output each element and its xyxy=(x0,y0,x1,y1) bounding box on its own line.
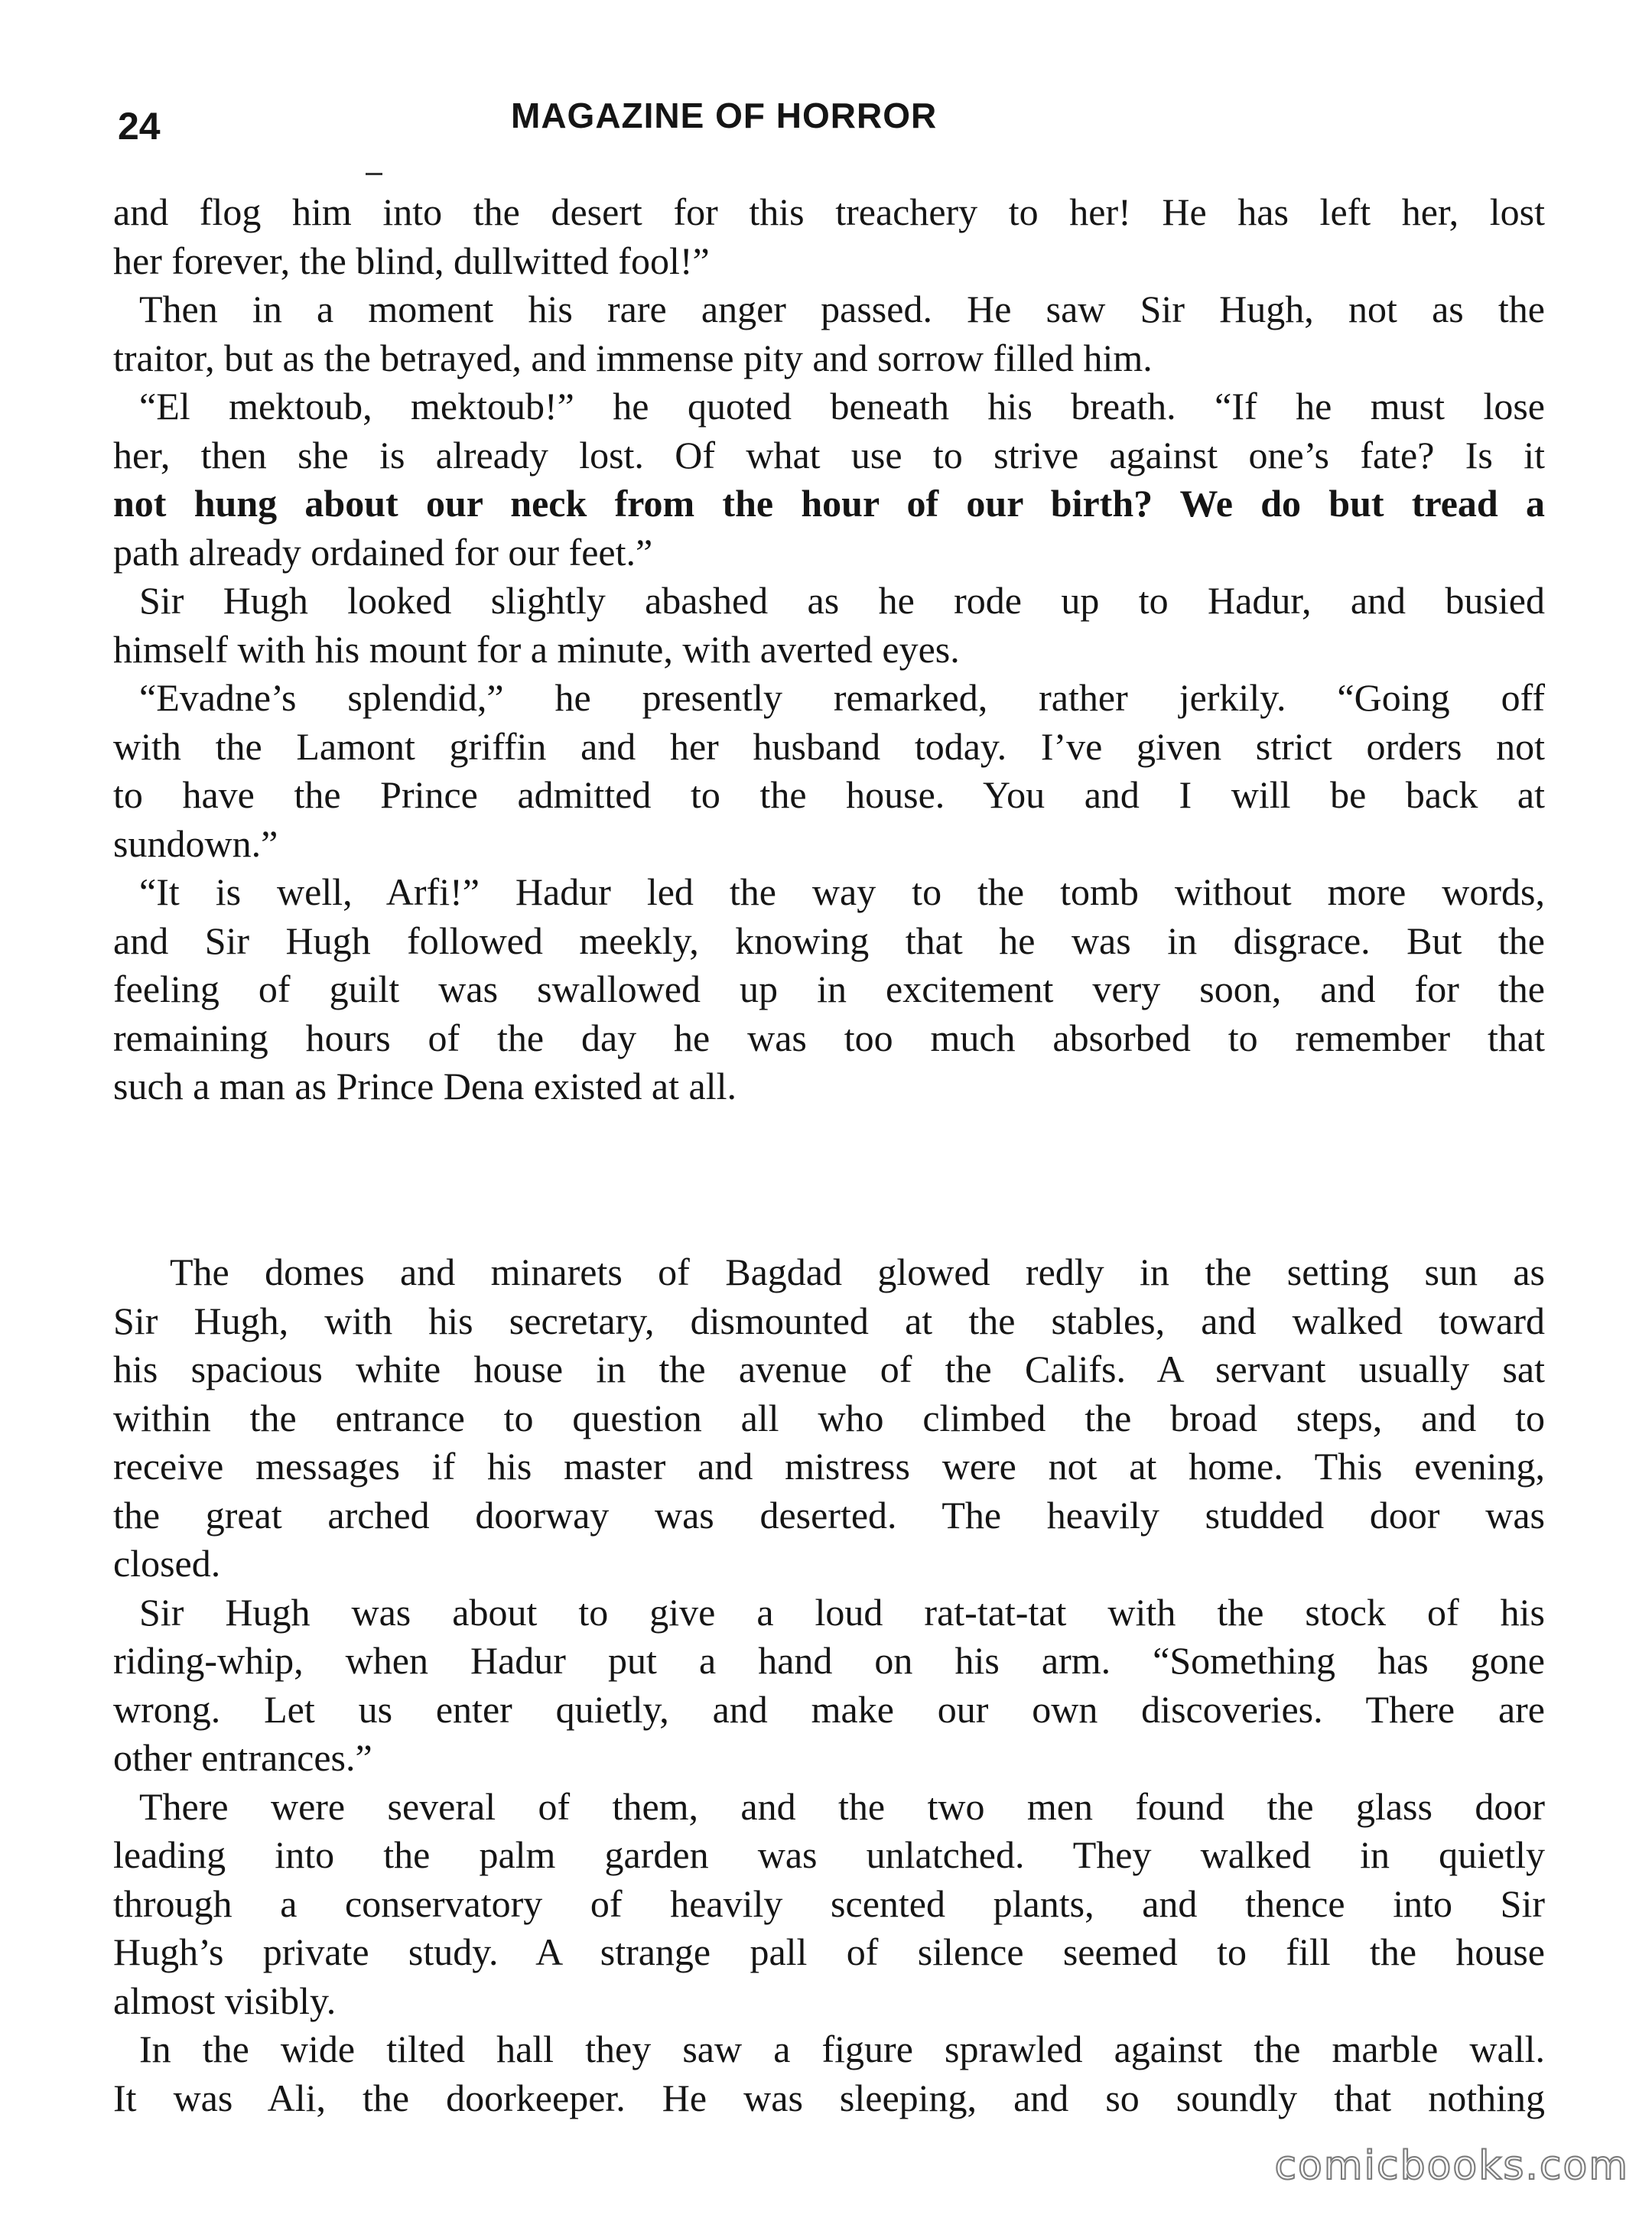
text-line: himself with his mount for a minute, with averted eyes. xyxy=(113,627,960,671)
text-line: through a conservatory of heavily scented plants, and thence into Sir xyxy=(113,1881,1545,1925)
text-line: Sir Hugh was about to give a loud rat-tat-tat with the stock of his xyxy=(139,1590,1545,1634)
text-line: path already ordained for our feet.” xyxy=(113,530,653,574)
text-line: Sir Hugh, with his secretary, dismounted at the stables, and walked toward xyxy=(113,1299,1545,1342)
text-line: her forever, the blind, dullwitted fool!” xyxy=(113,239,710,282)
text-line: receive messages if his master and mistress were not at home. This evening, xyxy=(113,1445,1545,1488)
text-line: and flog him into the desert for this treachery to her! He has left her, lost xyxy=(113,190,1545,233)
text-line: his spacious white house in the avenue of the Califs. A servant usually sat xyxy=(113,1348,1545,1390)
text-line: such a man as Prince Dena existed at all. xyxy=(113,1065,737,1107)
text-line: her, then she is already lost. Of what use to strive against one’s fate? Is it xyxy=(113,433,1545,476)
text-line: and Sir Hugh followed meekly, knowing that he was in disgrace. But the xyxy=(113,919,1545,962)
text-line: not hung about our neck from the hour of our birth? We do but tread a xyxy=(113,482,1545,525)
text-line: feeling of guilt was swallowed up in excitement very soon, and for the xyxy=(113,968,1545,1010)
text-line: sundown.” xyxy=(113,821,278,865)
text-line: the great arched doorway was deserted. The heavily studded door was xyxy=(113,1493,1545,1537)
text-line: wrong. Let us enter quietly, and make our own discoveries. There are xyxy=(113,1687,1545,1731)
text-line: other entrances.” xyxy=(113,1736,372,1779)
text-line: riding-whip, when Hadur put a hand on his arm. “Something has gone xyxy=(113,1639,1545,1682)
text-line: Hugh’s private study. A strange pall of silence seemed to fill the house xyxy=(113,1930,1545,1973)
text-line: remaining hours of the day he was too much absorbed to remember that xyxy=(113,1016,1545,1059)
text-line: closed. xyxy=(113,1542,221,1585)
text-line: “It is well, Arfi!” Hadur led the way to the tomb without more words, xyxy=(139,870,1545,913)
text-line: There were several of them, and the two men found the glass door xyxy=(139,1784,1545,1828)
text-block-2 xyxy=(113,1248,1545,2122)
text-line: leading into the palm garden was unlatched. They walked in quietly xyxy=(113,1833,1545,1876)
text-line: The domes and minarets of Bagdad glowed redly in the setting sun as xyxy=(170,1250,1545,1293)
print-speck xyxy=(366,173,382,175)
text-line: It was Ali, the doorkeeper. He was sleeping, and so soundly that nothing xyxy=(113,2076,1545,2119)
watermark: comicbooks.com xyxy=(1274,2143,1629,2189)
text-block-1 xyxy=(113,188,1545,1111)
text-line: Sir Hugh looked slightly abashed as he rode up to Hadur, and busied xyxy=(139,579,1545,622)
text-line: In the wide tilted hall they saw a figure sprawled against the marble wall. xyxy=(139,2028,1545,2070)
text-line: almost visibly. xyxy=(113,1979,337,2022)
text-line: “El mektoub, mektoub!” he quoted beneath his breath. “If he must lose xyxy=(139,385,1545,428)
text-line: with the Lamont griffin and her husband today. I’ve given strict orders not xyxy=(113,724,1545,768)
page-number: 24 xyxy=(118,105,161,148)
text-line: to have the Prince admitted to the house. You and I will be back at xyxy=(113,773,1545,816)
text-line: traitor, but as the betrayed, and immense pity and sorrow filled him. xyxy=(113,336,1153,379)
text-line: Then in a moment his rare anger passed. He saw Sir Hugh, not as the xyxy=(139,288,1545,330)
text-line: “Evadne’s splendid,” he presently remarked, rather jerkily. “Going off xyxy=(139,676,1545,719)
text-line: within the entrance to question all who climbed the broad steps, and to xyxy=(113,1396,1545,1439)
running-head: MAGAZINE OF HORROR xyxy=(511,96,938,135)
